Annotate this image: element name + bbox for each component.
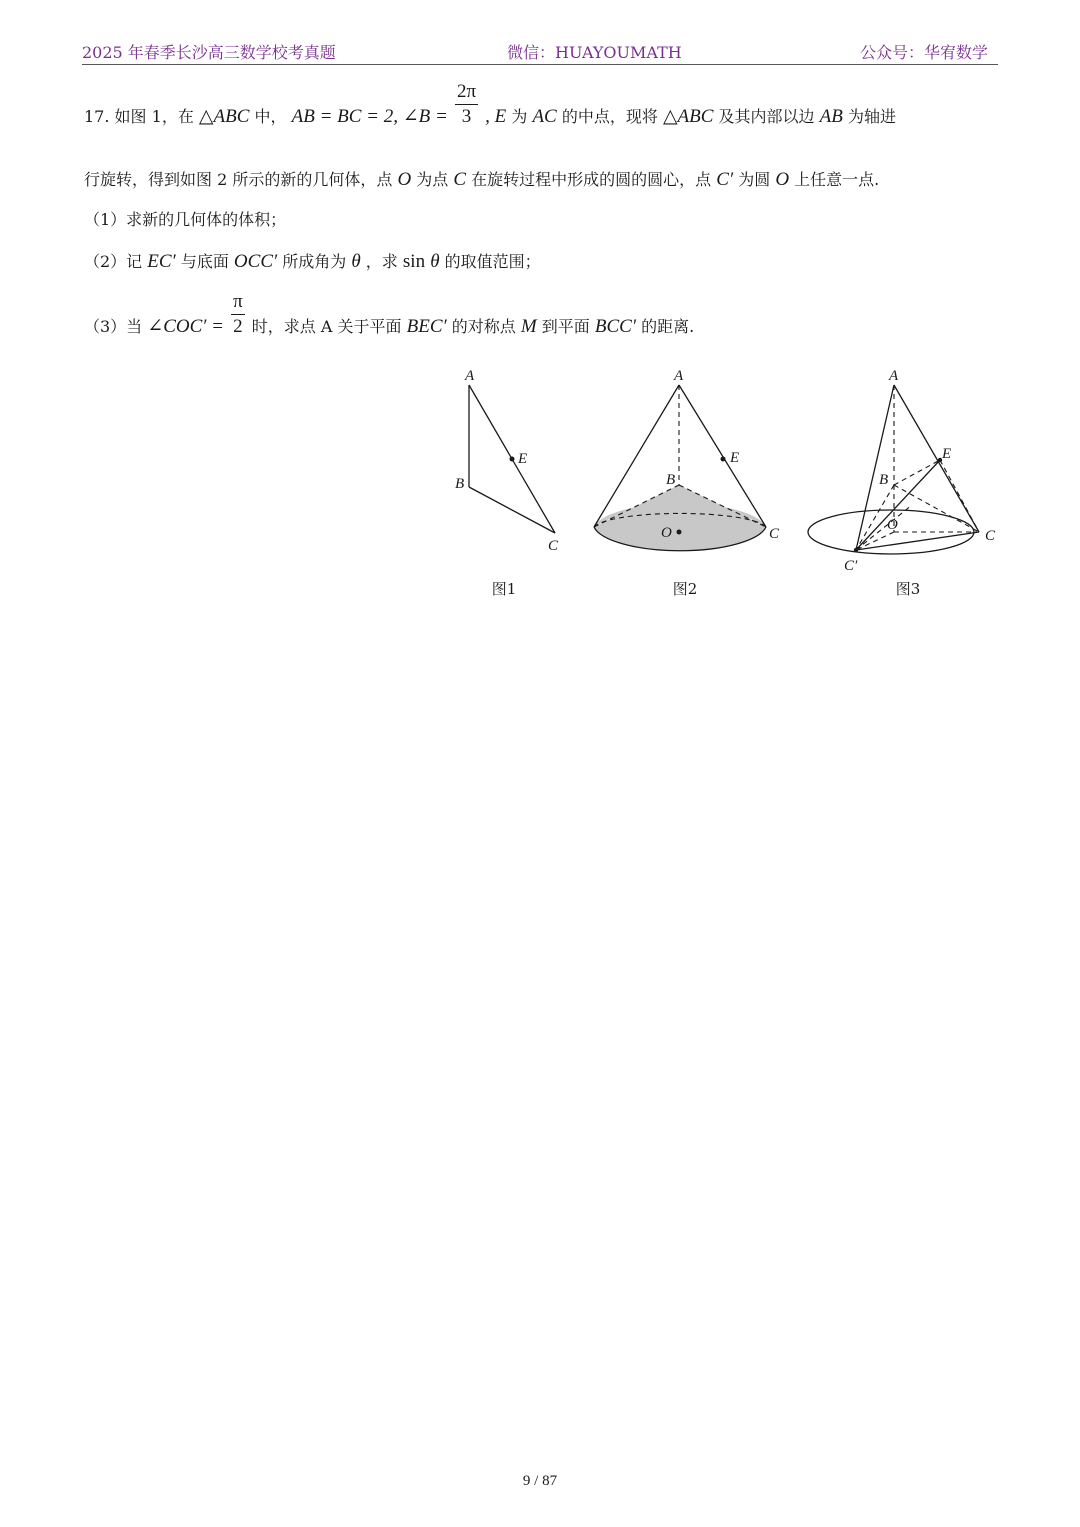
label-e: E (518, 451, 528, 467)
text: （3）当 (84, 317, 143, 336)
math-theta: θ (351, 251, 361, 272)
math-triangle: △ABC (198, 106, 250, 127)
text: 为点 (416, 170, 449, 189)
problem-line-2 (84, 170, 879, 190)
fraction-numerator: 2π (455, 80, 478, 105)
edge-be (894, 460, 940, 485)
problem-number: 17. (84, 107, 110, 126)
text: 为轴进 (847, 107, 896, 126)
math-bcc-prime: BCC′ (594, 316, 636, 337)
figure-1 (440, 360, 580, 560)
figure-1-caption: 图1 (491, 580, 517, 598)
math-c-prime: C′ (716, 169, 734, 190)
fraction-pi-2 (231, 290, 245, 339)
text: 的对称点 (451, 317, 516, 336)
page-header (82, 38, 998, 65)
label-c-prime: C′ (844, 558, 858, 574)
text: 时，求点 A 关于平面 (251, 317, 402, 336)
figure-3 (800, 360, 1010, 575)
figure-2 (586, 360, 796, 570)
fraction-denominator: 2 (233, 316, 243, 337)
text: 与底面 (180, 252, 229, 271)
math-e: , E (485, 106, 507, 127)
text: 行旋转，得到如图 2 所示的新的几何体，点 (84, 170, 393, 189)
label-c: C (985, 528, 996, 544)
math-m: M (520, 316, 537, 337)
figure-3-drawing (800, 360, 1010, 575)
header-title: 2025 年春季长沙高三数学校考真题 (82, 43, 336, 62)
point-e (721, 457, 726, 462)
math-c: C (453, 169, 467, 190)
math-occ-prime: OCC′ (233, 251, 278, 272)
math-o: O (775, 169, 790, 190)
question-1: （1）求新的几何体的体积； (84, 210, 287, 229)
text: 的距离. (641, 317, 695, 336)
edge-c-prime-e (856, 460, 940, 550)
point-o (677, 530, 682, 535)
text: 到平面 (541, 317, 590, 336)
text: 为圆 (738, 170, 771, 189)
text: 的取值范围； (444, 252, 541, 271)
math-ac: AC (532, 106, 557, 127)
math-theta: θ (430, 251, 440, 272)
text: 中， (254, 107, 287, 126)
label-b: B (455, 476, 465, 492)
label-b: B (879, 472, 889, 488)
text: 为 (511, 107, 528, 126)
text: 上任意一点. (794, 170, 880, 189)
text: 及其内部以边 (718, 107, 815, 126)
math-ab: AB (819, 106, 843, 127)
point-c-prime (854, 548, 858, 552)
fraction-2pi-3 (455, 80, 478, 129)
label-e: E (730, 450, 740, 466)
page-number: 9 / 87 (522, 1473, 558, 1489)
math-o: O (397, 169, 412, 190)
label-o: O (661, 525, 672, 541)
math-triangle: △ABC (662, 106, 714, 127)
point-e (510, 457, 515, 462)
figure-3-caption: 图3 (895, 580, 921, 598)
math-angle-coc: ∠COC′ = (147, 316, 224, 337)
label-a: A (674, 368, 684, 384)
question-3 (84, 291, 695, 339)
text: 的中点，现将 (561, 107, 658, 126)
label-a: A (465, 368, 475, 384)
math-sin: sin (402, 251, 426, 272)
math-ec-prime: EC′ (147, 251, 176, 272)
text: 在旋转过程中形成的圆的圆心，点 (471, 170, 712, 189)
header-account: 公众号：华宥数学 (859, 43, 988, 62)
label-o: O (887, 517, 898, 533)
header-wechat: 微信：HUAYOUMATH (507, 43, 682, 62)
text: ，求 (365, 252, 398, 271)
figure-1-drawing (440, 360, 580, 560)
question-2 (84, 252, 541, 272)
label-c: C (548, 538, 559, 554)
label-a: A (889, 368, 899, 384)
math-equation: AB = BC = 2, ∠B = (291, 106, 448, 127)
text: 所成角为 (282, 252, 347, 271)
fraction-denominator: 3 (461, 106, 472, 127)
label-b: B (666, 472, 676, 488)
text: 如图 1，在 (114, 107, 194, 126)
label-e: E (942, 446, 952, 462)
figure-2-caption: 图2 (672, 580, 698, 598)
math-bec-prime: BEC′ (406, 316, 447, 337)
label-c: C (769, 526, 780, 542)
inner-cone-shade (594, 485, 766, 527)
fraction-numerator: π (231, 290, 245, 315)
text: （2）记 (84, 252, 143, 271)
figure-2-drawing (586, 360, 796, 570)
